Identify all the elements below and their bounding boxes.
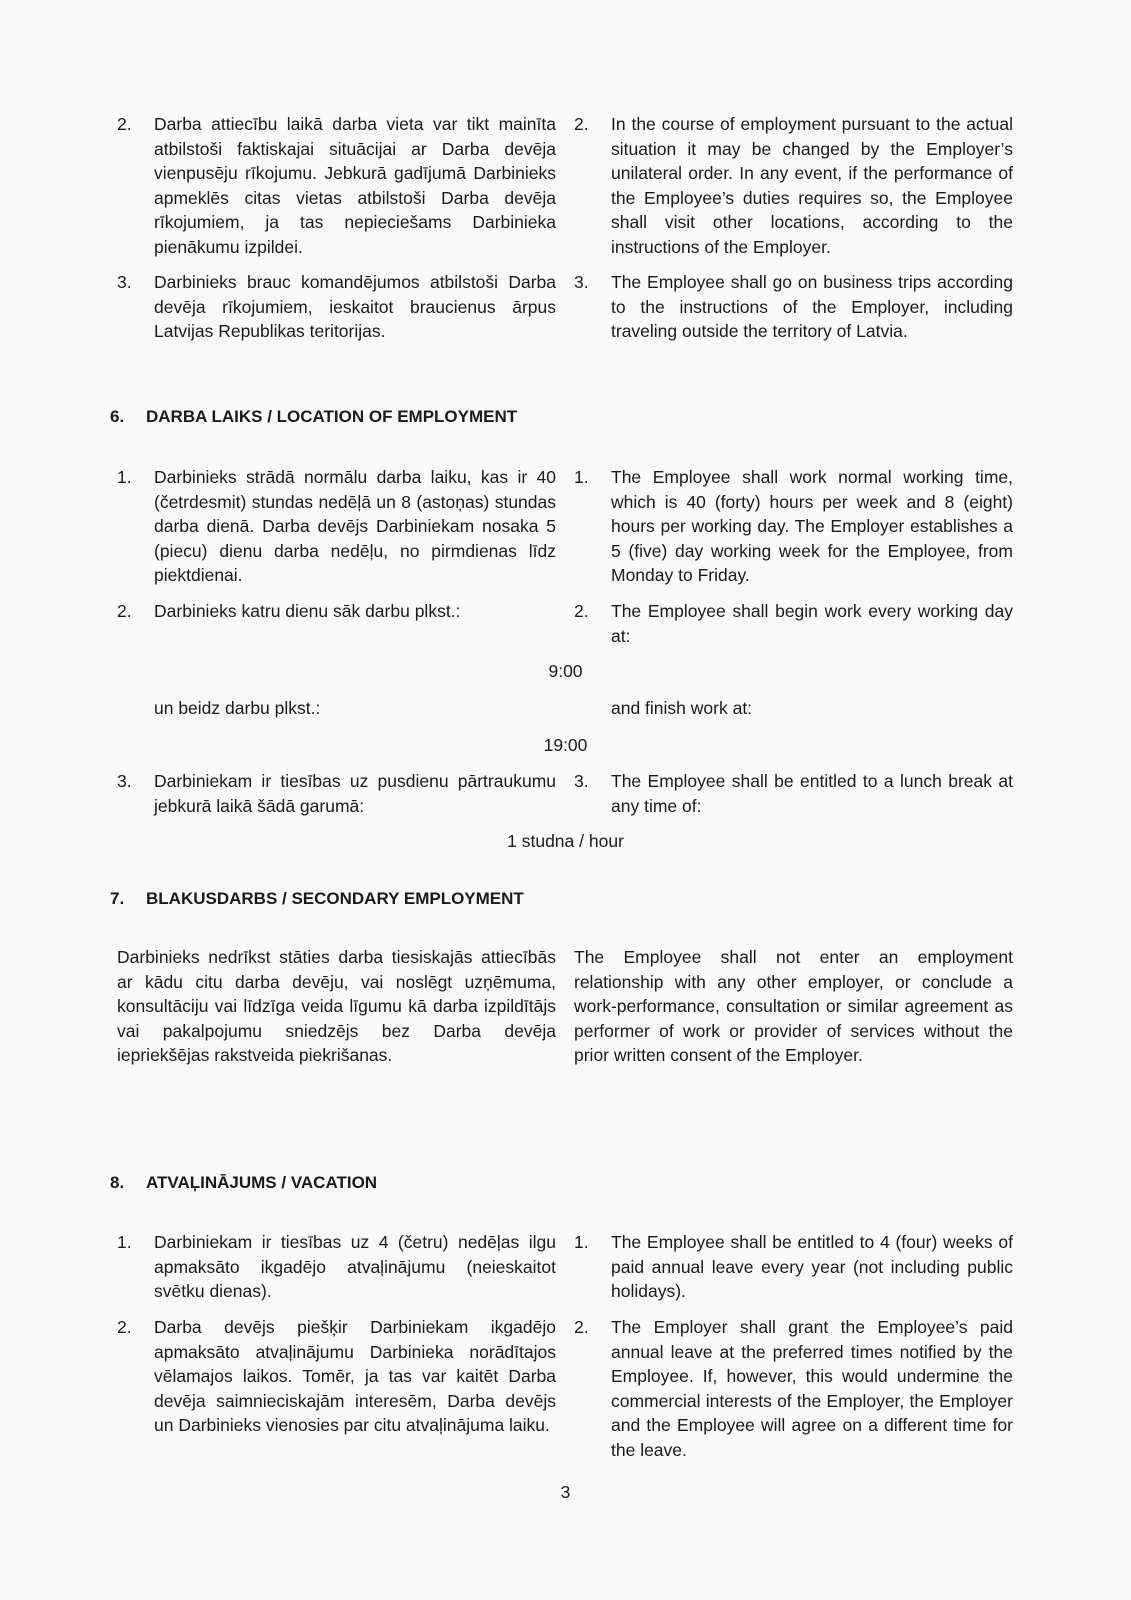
section-heading: [110, 405, 517, 430]
end-time-label-lv: un beidz darbu plkst.:: [154, 698, 321, 718]
clause-text-lv: Darbinieks brauc komandējumos atbilstoši Darba devēja rīkojumiem, ieskaitot braucienus ārpus Latvijas Republikas teritorijas.: [154, 272, 556, 341]
clause-number: 2.: [574, 1317, 589, 1337]
page-number: 3: [560, 1482, 571, 1502]
end-time-label-en: and finish work at:: [611, 698, 753, 718]
clause-number: 1.: [117, 1232, 132, 1252]
end-time: 19:00: [543, 735, 588, 755]
clause-number: 1.: [117, 467, 132, 487]
section-number: 6.: [110, 407, 125, 426]
clause-text-lv: Darbiniekam ir tiesības uz 4 (četru) nedēļas ilgu apmaksāto ikgadējo atvaļinājumu (neieskaitot svētku dienas).: [154, 1232, 556, 1301]
clause-number: 3.: [574, 272, 589, 292]
clause-number: 2.: [574, 114, 589, 134]
clause-text-en: The Employee shall be entitled to 4 (four) weeks of paid annual leave every year (not including public holidays).: [611, 1232, 1013, 1301]
clause-text-en: The Employee shall work normal working time, which is 40 (forty) hours per week and 8 (eight) hours per working day. The Employer establishes a 5 (five) day working week for the Employee, from Monday to Friday.: [611, 467, 1013, 585]
clause-number: 2.: [117, 114, 132, 134]
clause-text-en: The Employer shall grant the Employee’s paid annual leave at the preferred times notified by the Employee. If, however, this would undermine the commercial interests of the Employer, the Employer and the Employee will agree on a different time for the leave.: [611, 1317, 1013, 1460]
clause-text-lv: Darba devējs piešķir Darbiniekam ikgadējo apmaksāto atvaļinājumu Darbinieka norādītajos vēlamajos laikos. Tomēr, ja tas var kaitēt Darba devēja saimnieciskajām interesēm, Darba devējs un Darbinieks vienosies par citu atvaļinājuma laiku.: [154, 1317, 556, 1435]
section-title: DARBA LAIKS / LOCATION OF EMPLOYMENT: [146, 407, 518, 426]
section-number: 7.: [110, 889, 125, 908]
clause-number: 1.: [574, 467, 589, 487]
clause-text-en: The Employee shall begin work every working day at:: [611, 601, 1013, 646]
clause-number: 3.: [117, 771, 132, 791]
clause-text-en: In the course of employment pursuant to the actual situation it may be changed by the Employer’s unilateral order. In any event, if the performance of the Employee’s duties requires so, the Employee shall visit other locations, according to the instructions of the Employer.: [611, 114, 1013, 257]
clause-number: 2.: [117, 1317, 132, 1337]
section-title: BLAKUSDARBS / SECONDARY EMPLOYMENT: [146, 889, 524, 908]
clause-number: 2.: [117, 601, 132, 621]
section-number: 8.: [110, 1173, 125, 1192]
clause-number: 3.: [574, 771, 589, 791]
section-heading: [110, 1171, 377, 1196]
clause-text-en: The Employee shall be entitled to a lunch break at any time of:: [611, 771, 1013, 816]
clause-text-lv: Darbinieks strādā normālu darba laiku, kas ir 40 (četrdesmit) stundas nedēļā un 8 (astoņas) stundas darba dienā. Darba devējs Darbiniekam nosaka 5 (piecu) dienu darba nedēļu, no pirmdienas līdz piektdienai.: [154, 467, 556, 585]
section-text-lv: Darbinieks nedrīkst stāties darba tiesiskajās attiecībās ar kādu citu darba devēju, vai noslēgt uzņēmuma, konsultāciju vai līdzīga veida līgumu kā darba izpildītājs vai pakalpojumu sniedzējs bez Darba devēja iepriekšējas rakstveida piekrišanas.: [117, 947, 556, 1065]
section-text-en: The Employee shall not enter an employment relationship with any other employer, or conclude a work-performance, consultation or similar agreement as performer of work or provider of services without the prior written consent of the Employer.: [574, 947, 1013, 1065]
clause-number: 1.: [574, 1232, 589, 1252]
section-heading: [110, 887, 524, 912]
clause-text-en: The Employee shall go on business trips according to the instructions of the Employer, including traveling outside the territory of Latvia.: [611, 272, 1013, 341]
clause-number: 2.: [574, 601, 589, 621]
lunch-duration: 1 studna / hour: [507, 831, 624, 851]
start-time: 9:00: [548, 661, 583, 681]
clause-text-lv: Darbinieks katru dienu sāk darbu plkst.:: [154, 601, 461, 621]
clause-text-lv: Darba attiecību laikā darba vieta var tikt mainīta atbilstoši faktiskajai situācijai ar Darba devēja vienpusēju rīkojumu. Jebkurā gadījumā Darbinieks apmeklēs citas vietas atbilstoši Darba devēja rīkojumiem, ja tas nepieciešams Darbinieka pienākumu izpildei.: [154, 114, 556, 257]
section-title: ATVAĻINĀJUMS / VACATION: [146, 1173, 378, 1192]
clause-number: 3.: [117, 272, 132, 292]
clause-text-lv: Darbiniekam ir tiesības uz pusdienu pārtraukumu jebkurā laikā šādā garumā:: [154, 771, 556, 816]
